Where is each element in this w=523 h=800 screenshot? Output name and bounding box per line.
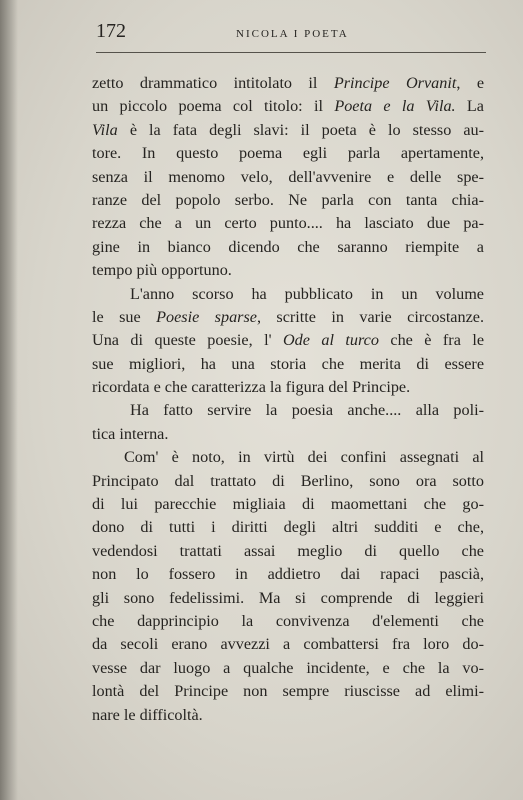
text-line — [92, 376, 484, 399]
text-segment: ricordata e che caratterizza la figura del Principe. — [92, 378, 411, 397]
text-segment: ranze del popolo serbo. Ne parla con tanta chia- — [92, 190, 484, 209]
text-line — [92, 166, 484, 189]
text-segment: L'anno scorso ha pubblicato in un volume — [130, 284, 484, 303]
text-segment: tica interna. — [92, 424, 169, 443]
text-segment: gli sono fedelissimi. Ma si comprende di leggieri — [92, 588, 484, 607]
italic-text: Poeta e la Vila. — [334, 97, 456, 116]
page-number: 172 — [96, 20, 126, 42]
text-line — [92, 329, 484, 352]
italic-text: Vila — [92, 120, 118, 139]
text-line — [92, 236, 484, 259]
text-segment: Ha fatto servire la poesia anche.... alla poli- — [130, 401, 484, 420]
text-segment: dono di tutti i diritti degli altri sudditi e che, — [92, 518, 484, 537]
italic-text: Poesie sparse — [156, 307, 257, 326]
italic-text: Ode al turco — [282, 331, 379, 350]
text-segment: Principato dal trattato di Berlino, sono ora sotto — [92, 471, 484, 490]
text-line — [92, 259, 484, 282]
text-segment: vesse dar luogo a qualche incidente, e che la vo- — [92, 658, 484, 677]
body-text — [92, 72, 484, 727]
text-segment: le sue — [92, 307, 157, 326]
text-segment: un piccolo poema col titolo: il — [92, 97, 335, 116]
text-segment: nare le difficoltà. — [92, 705, 203, 724]
text-line — [92, 142, 484, 165]
text-line — [92, 493, 484, 516]
text-line — [92, 212, 484, 235]
text-segment: da secoli erano avvezzi a combattersi fra loro do- — [92, 635, 484, 654]
text-line — [92, 680, 484, 703]
text-line — [92, 704, 484, 727]
text-segment: di lui parecchie migliaia di maomettani che go- — [92, 495, 484, 514]
text-line — [92, 306, 484, 329]
page-header — [96, 20, 486, 46]
text-line — [92, 423, 484, 446]
text-line — [92, 119, 484, 142]
text-segment: , scritte in varie circostanze. — [256, 307, 485, 326]
text-line — [92, 353, 484, 376]
text-segment: tore. In questo poema egli parla apertamente, — [92, 144, 484, 163]
text-line — [92, 657, 484, 680]
text-line — [92, 446, 484, 469]
text-segment: La — [455, 97, 484, 116]
text-segment: , e — [456, 74, 484, 92]
text-segment: Com' è noto, in virtù dei confini assegnati al — [124, 448, 484, 467]
running-title: NICOLA I POETA — [236, 28, 349, 40]
text-segment: zetto drammatico intitolato il — [92, 74, 334, 92]
text-line — [92, 540, 484, 563]
text-line — [92, 563, 484, 586]
text-line — [92, 516, 484, 539]
text-line — [92, 470, 484, 493]
text-segment: senza il menomo velo, dell'avvenire e delle spe- — [92, 167, 484, 186]
text-segment: sue migliori, ha una storia che merita di essere — [92, 354, 484, 373]
header-rule — [96, 52, 486, 53]
text-line — [92, 283, 484, 306]
text-segment: non lo fossero in addietro dai rapaci pascià, — [92, 565, 484, 584]
text-segment: vedendosi trattati assai meglio di quello che — [92, 541, 484, 560]
text-line — [92, 399, 484, 422]
page-gutter-shadow — [0, 0, 18, 800]
text-segment: è la fata degli slavi: il poeta è lo stesso au- — [117, 120, 484, 139]
text-line — [92, 95, 484, 118]
text-line — [92, 587, 484, 610]
text-segment: lontà del Principe non sempre riuscisse ad elimi- — [92, 682, 484, 701]
text-segment: che è fra le — [378, 331, 485, 350]
text-segment: che dapprincipio la convivenza d'elementi che — [92, 611, 484, 630]
text-segment: gine in bianco dicendo che saranno riempite a — [92, 237, 484, 256]
text-segment: rezza che a un certo punto.... ha lasciato due pa- — [92, 214, 484, 233]
text-line — [92, 72, 484, 95]
text-line — [92, 610, 484, 633]
text-segment: Una di queste poesie, l' — [92, 331, 283, 350]
text-line — [92, 633, 484, 656]
text-line — [92, 189, 484, 212]
text-segment: tempo più opportuno. — [92, 261, 232, 280]
italic-text: Principe Orvanit — [333, 74, 457, 92]
